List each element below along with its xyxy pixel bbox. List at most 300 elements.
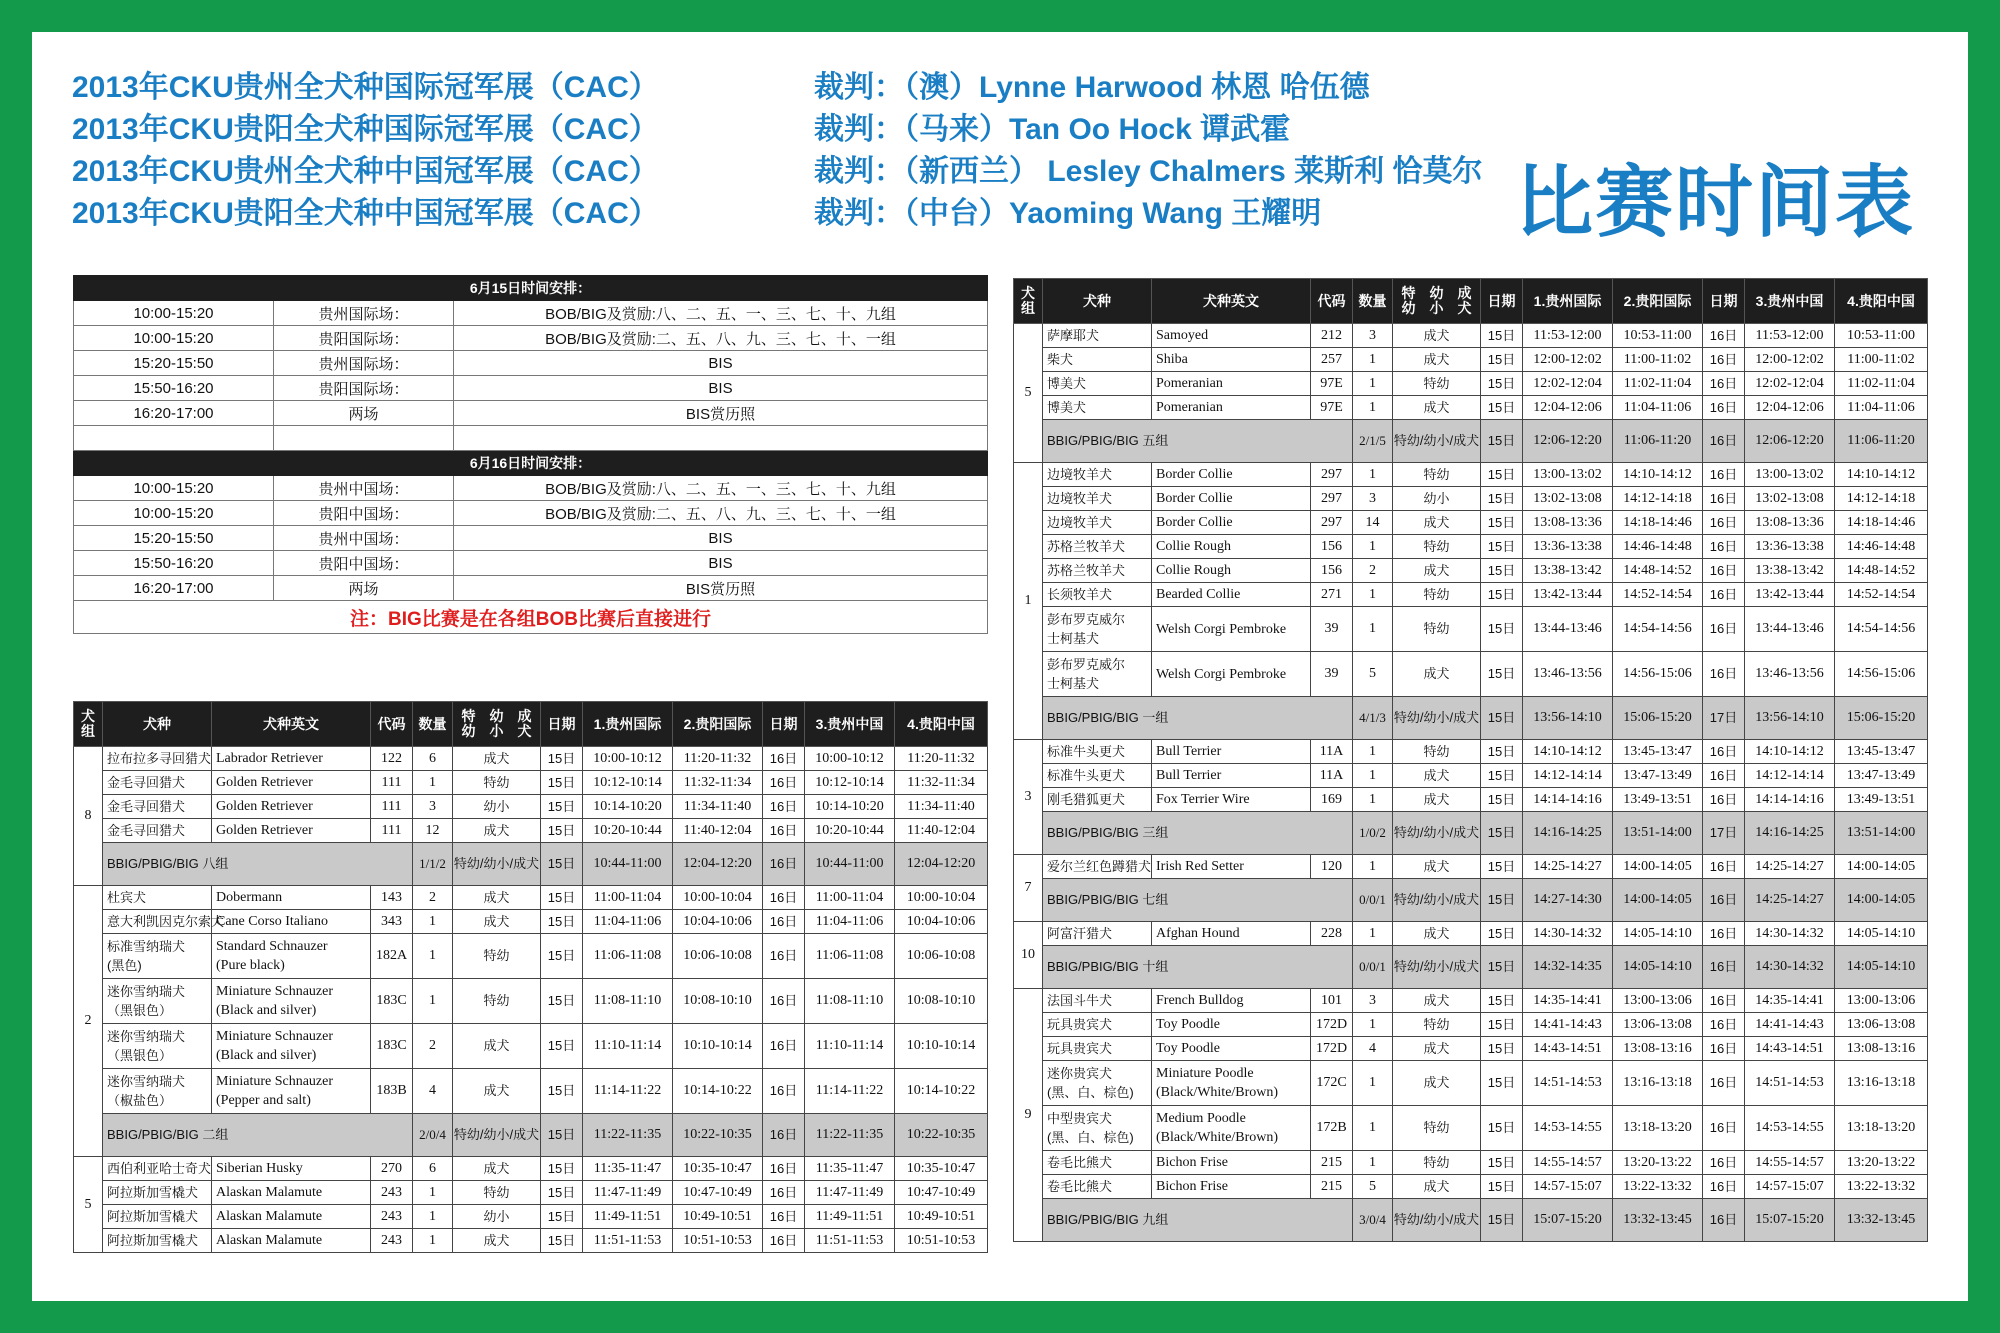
- breed-cn: [1043, 922, 1152, 946]
- group-summary-row: [1014, 697, 1928, 740]
- schedule-row: [74, 501, 988, 526]
- group-number: 9: [1014, 989, 1043, 1242]
- breed-cn-line: 阿拉斯加雪橇犬: [107, 1208, 199, 1224]
- summary-time-guizhou-cn: 10:44-11:00: [805, 843, 895, 886]
- judge-line: 裁判：（马来）Tan Oo Hock 谭武霍: [814, 113, 1291, 146]
- breed-cn-line: 玩具贵宾犬: [1047, 1016, 1113, 1032]
- entry-class: 成犬: [1393, 788, 1481, 812]
- breed-code: 111: [371, 795, 413, 819]
- breed-row: [1014, 1106, 1928, 1151]
- summary-time-guiyang-intl: 11:06-11:20: [1613, 420, 1703, 463]
- breed-cn: [103, 1024, 212, 1069]
- time-guiyang-intl: 14:05-14:10: [1613, 922, 1703, 946]
- schedule-time: 16:20-17:00: [74, 401, 274, 426]
- date-day-2: 16日: [1703, 1106, 1745, 1151]
- breed-cn-line: 苏格兰牧羊犬: [1047, 562, 1126, 578]
- breed-cn-line: 法国斗牛犬: [1047, 992, 1113, 1008]
- time-guiyang-intl: 10:06-10:08: [673, 934, 763, 979]
- date-day-1: 15日: [1481, 511, 1523, 535]
- schedule-day-title: 6月16日时间安排：: [74, 451, 988, 476]
- entry-count: 6: [413, 747, 453, 771]
- breed-code: 111: [371, 771, 413, 795]
- entry-count: 1: [1353, 1061, 1393, 1106]
- date-day-1: 15日: [541, 819, 583, 843]
- breed-code: 243: [371, 1181, 413, 1205]
- entry-class: 成犬: [1393, 511, 1481, 535]
- breed-cn: [1043, 463, 1152, 487]
- breed-cn: [1043, 583, 1152, 607]
- time-guiyang-intl: 13:45-13:47: [1613, 740, 1703, 764]
- summary-time-guizhou-intl: 11:22-11:35: [583, 1114, 673, 1157]
- breed-en-line: Bichon Frise: [1156, 1178, 1228, 1194]
- summary-date-2: 17日: [1703, 812, 1745, 855]
- time-guiyang-cn: 10:35-10:47: [895, 1157, 988, 1181]
- entry-class: 成犬: [453, 819, 541, 843]
- breed-cn: [103, 1229, 212, 1253]
- breed-en-line: Alaskan Malamute: [216, 1232, 323, 1248]
- col-code: 代码: [1311, 279, 1353, 324]
- time-guizhou-cn: 11:51-11:53: [805, 1229, 895, 1253]
- date-day-2: 16日: [1703, 740, 1745, 764]
- time-guiyang-intl: 14:56-15:06: [1613, 652, 1703, 697]
- breed-cn-line: 苏格兰牧羊犬: [1047, 538, 1126, 554]
- time-guizhou-intl: 14:12-14:14: [1523, 764, 1613, 788]
- schedule-venue: 贵阳中国场：: [274, 551, 454, 576]
- time-guizhou-cn: 13:42-13:44: [1745, 583, 1835, 607]
- breed-row: [74, 1157, 988, 1181]
- entry-class: 成犬: [1393, 396, 1481, 420]
- breed-cn: [1043, 487, 1152, 511]
- summary-count: 3/0/4: [1353, 1199, 1393, 1242]
- date-day-1: 15日: [1481, 788, 1523, 812]
- breed-row: [74, 771, 988, 795]
- date-day-1: 15日: [541, 747, 583, 771]
- summary-time-guizhou-intl: 14:16-14:25: [1523, 812, 1613, 855]
- breed-cn-line: 杜宾犬: [107, 889, 147, 905]
- schedule-row: [74, 351, 988, 376]
- date-day-1: 15日: [1481, 1106, 1523, 1151]
- date-day-1: 15日: [1481, 396, 1523, 420]
- breed-cn-line: （椒盐色）: [107, 1093, 173, 1108]
- breed-en: [212, 1181, 371, 1205]
- col-breed-en: 犬种英文: [1152, 279, 1311, 324]
- summary-time-guiyang-intl: 12:04-12:20: [673, 843, 763, 886]
- breed-code: 297: [1311, 487, 1353, 511]
- date-day-1: 15日: [1481, 989, 1523, 1013]
- breed-cn: [1043, 764, 1152, 788]
- breed-cn-line: 阿富汗猎犬: [1047, 925, 1113, 941]
- breed-code: 243: [371, 1229, 413, 1253]
- schedule-venue: 两场: [274, 576, 454, 601]
- entry-count: 2: [413, 886, 453, 910]
- breed-cn-line: 卷毛比熊犬: [1047, 1178, 1113, 1194]
- breed-en: [212, 910, 371, 934]
- summary-time-guiyang-cn: 12:04-12:20: [895, 843, 988, 886]
- time-guiyang-intl: 11:04-11:06: [1613, 396, 1703, 420]
- time-guizhou-cn: 14:41-14:43: [1745, 1013, 1835, 1037]
- time-guiyang-cn: 14:12-14:18: [1835, 487, 1928, 511]
- group-summary-row: [1014, 812, 1928, 855]
- date-day-2: 16日: [763, 795, 805, 819]
- schedule-row: [74, 526, 988, 551]
- col-group: [74, 702, 103, 747]
- col-date-2: 日期: [763, 702, 805, 747]
- breed-en: [1152, 348, 1311, 372]
- breed-row: [74, 1229, 988, 1253]
- breed-row: [1014, 372, 1928, 396]
- breed-row: [1014, 511, 1928, 535]
- time-guiyang-intl: 13:47-13:49: [1613, 764, 1703, 788]
- time-guiyang-intl: 10:47-10:49: [673, 1181, 763, 1205]
- breed-en-line: Welsh Corgi Pembroke: [1156, 621, 1287, 637]
- time-guiyang-cn: 13:22-13:32: [1835, 1175, 1928, 1199]
- breed-cn: [1043, 1013, 1152, 1037]
- entry-class: 特幼: [1393, 583, 1481, 607]
- breed-code: 97E: [1311, 372, 1353, 396]
- date-day-1: 15日: [541, 1205, 583, 1229]
- date-day-1: 15日: [541, 886, 583, 910]
- schedule-venue: 贵州中国场：: [274, 526, 454, 551]
- breed-en-line: Bull Terrier: [1156, 767, 1222, 783]
- entry-class: 成犬: [1393, 324, 1481, 348]
- date-day-1: 15日: [541, 1229, 583, 1253]
- breed-en-line: Miniature Schnauzer: [216, 1029, 334, 1044]
- date-day-1: 15日: [541, 1181, 583, 1205]
- breed-cn-line: 士柯基犬: [1047, 676, 1100, 691]
- breed-cn-line: 边境牧羊犬: [1047, 466, 1113, 482]
- breed-cn-line: 玩具贵宾犬: [1047, 1040, 1113, 1056]
- date-day-2: 16日: [763, 771, 805, 795]
- time-guiyang-intl: 14:48-14:52: [1613, 559, 1703, 583]
- breed-en: [212, 1205, 371, 1229]
- schedule-event: [454, 426, 988, 451]
- time-guizhou-intl: 13:36-13:38: [1523, 535, 1613, 559]
- time-guiyang-intl: 10:51-10:53: [673, 1229, 763, 1253]
- breed-en-line: (Black/White/Brown): [1156, 1130, 1279, 1145]
- summary-date-1: 15日: [1481, 812, 1523, 855]
- breed-en: [1152, 1037, 1311, 1061]
- entry-class: 特幼: [1393, 372, 1481, 396]
- breed-cn-line: 迷你雪纳瑞犬: [107, 984, 186, 999]
- date-day-2: 16日: [1703, 396, 1745, 420]
- col-class-label: [511, 709, 539, 739]
- summary-time-guizhou-cn: 14:25-14:27: [1745, 879, 1835, 922]
- time-guizhou-cn: 14:55-14:57: [1745, 1151, 1835, 1175]
- time-guiyang-cn: 14:05-14:10: [1835, 922, 1928, 946]
- summary-class: 特幼/幼小/成犬: [1393, 879, 1481, 922]
- date-day-2: 16日: [1703, 922, 1745, 946]
- breed-en-line: French Bulldog: [1156, 992, 1244, 1008]
- schedule-event: BOB/BIG及赏励:二、五、八、九、三、七、十、一组: [454, 501, 988, 526]
- schedule-row: [74, 426, 988, 451]
- breed-cn-line: 长须牧羊犬: [1047, 586, 1113, 602]
- entry-class: 特幼: [1393, 1013, 1481, 1037]
- summary-count: 0/0/1: [1353, 946, 1393, 989]
- entry-count: 1: [1353, 463, 1393, 487]
- time-guizhou-cn: 14:30-14:32: [1745, 922, 1835, 946]
- summary-label: BBIG/PBIG/BIG 九组: [1043, 1199, 1353, 1242]
- time-guiyang-cn: 13:47-13:49: [1835, 764, 1928, 788]
- breed-cn: [1043, 559, 1152, 583]
- col-class-line: 幼: [461, 723, 476, 739]
- entry-count: 3: [1353, 324, 1393, 348]
- breed-cn: [103, 795, 212, 819]
- time-guiyang-cn: 14:46-14:48: [1835, 535, 1928, 559]
- breed-en-line: Medium Poodle: [1156, 1111, 1246, 1126]
- date-day-1: 15日: [1481, 348, 1523, 372]
- col-breed-cn: 犬种: [1043, 279, 1152, 324]
- breed-code: 156: [1311, 535, 1353, 559]
- breed-en: [1152, 1013, 1311, 1037]
- entry-count: 1: [1353, 1106, 1393, 1151]
- group-summary-row: [74, 843, 988, 886]
- time-guizhou-cn: 14:43-14:51: [1745, 1037, 1835, 1061]
- entry-class: 成犬: [1393, 922, 1481, 946]
- date-day-2: 16日: [1703, 463, 1745, 487]
- date-day-2: 16日: [1703, 583, 1745, 607]
- breed-code: 101: [1311, 989, 1353, 1013]
- entry-count: 1: [1353, 348, 1393, 372]
- breed-code: 270: [371, 1157, 413, 1181]
- breed-en-line: Toy Poodle: [1156, 1016, 1220, 1032]
- breed-code: 169: [1311, 788, 1353, 812]
- time-guizhou-intl: 14:51-14:53: [1523, 1061, 1613, 1106]
- summary-time-guiyang-intl: 14:05-14:10: [1613, 946, 1703, 989]
- entry-class: 成犬: [453, 910, 541, 934]
- date-day-1: 15日: [1481, 764, 1523, 788]
- breed-code: 11A: [1311, 740, 1353, 764]
- breed-cn-line: 卷毛比熊犬: [1047, 1154, 1113, 1170]
- breed-en-line: Irish Red Setter: [1156, 858, 1244, 874]
- date-day-1: 15日: [541, 934, 583, 979]
- time-guizhou-cn: 13:08-13:36: [1745, 511, 1835, 535]
- breed-cn: [1043, 324, 1152, 348]
- entry-class: 成犬: [453, 1069, 541, 1114]
- breed-code: 182A: [371, 934, 413, 979]
- breed-en-line: (Pure black): [216, 958, 285, 973]
- schedule-venue: [274, 426, 454, 451]
- event-title: 2013年CKU贵州全犬种国际冠军展（CAC）: [72, 71, 659, 104]
- time-guiyang-intl: 11:40-12:04: [673, 819, 763, 843]
- breed-en: [212, 1069, 371, 1114]
- time-guizhou-cn: 12:00-12:02: [1745, 348, 1835, 372]
- breed-cn-line: （黑银色）: [107, 1048, 173, 1063]
- time-guiyang-cn: 13:08-13:16: [1835, 1037, 1928, 1061]
- date-day-2: 16日: [1703, 764, 1745, 788]
- breed-en: [1152, 740, 1311, 764]
- time-guizhou-cn: 14:51-14:53: [1745, 1061, 1835, 1106]
- breed-cn: [1043, 535, 1152, 559]
- breed-cn: [103, 979, 212, 1024]
- summary-date-1: 15日: [541, 1114, 583, 1157]
- time-guiyang-cn: 10:51-10:53: [895, 1229, 988, 1253]
- summary-time-guiyang-intl: 10:22-10:35: [673, 1114, 763, 1157]
- summary-time-guiyang-cn: 11:06-11:20: [1835, 420, 1928, 463]
- group-summary-row: [1014, 879, 1928, 922]
- group-number: 5: [1014, 324, 1043, 463]
- col-breed-cn: 犬种: [103, 702, 212, 747]
- entry-count: 14: [1353, 511, 1393, 535]
- breed-cn-line: 金毛寻回猎犬: [107, 822, 186, 838]
- date-day-1: 15日: [541, 910, 583, 934]
- time-guizhou-intl: 11:53-12:00: [1523, 324, 1613, 348]
- breed-cn: [1043, 989, 1152, 1013]
- group-number: 2: [74, 886, 103, 1157]
- breed-row: [74, 747, 988, 771]
- breed-en: [1152, 487, 1311, 511]
- summary-count: 1/0/2: [1353, 812, 1393, 855]
- breed-en-line: Miniature Schnauzer: [216, 1074, 334, 1089]
- breed-en-line: Toy Poodle: [1156, 1040, 1220, 1056]
- breed-en-line: Golden Retriever: [216, 822, 313, 838]
- breed-en: [1152, 372, 1311, 396]
- time-guiyang-cn: 13:18-13:20: [1835, 1106, 1928, 1151]
- entry-class: 成犬: [1393, 989, 1481, 1013]
- time-guizhou-intl: 14:53-14:55: [1523, 1106, 1613, 1151]
- group-number: 10: [1014, 922, 1043, 989]
- summary-date-1: 15日: [1481, 1199, 1523, 1242]
- time-guizhou-cn: 10:12-10:14: [805, 771, 895, 795]
- col-group-line: 犬: [81, 708, 95, 724]
- time-guizhou-intl: 10:20-10:44: [583, 819, 673, 843]
- date-day-2: 16日: [1703, 788, 1745, 812]
- judge-line: 裁判：（澳）Lynne Harwood 林恩 哈伍德: [814, 71, 1370, 104]
- time-guiyang-intl: 14:46-14:48: [1613, 535, 1703, 559]
- date-day-2: 16日: [1703, 324, 1745, 348]
- breed-en-line: Miniature Poodle: [1156, 1066, 1254, 1081]
- summary-time-guizhou-cn: 11:22-11:35: [805, 1114, 895, 1157]
- date-day-2: 16日: [1703, 487, 1745, 511]
- breed-code: 39: [1311, 652, 1353, 697]
- entry-class: 成犬: [1393, 1037, 1481, 1061]
- entry-count: 1: [413, 934, 453, 979]
- breed-row: [74, 979, 988, 1024]
- entry-class: 特幼: [453, 934, 541, 979]
- col-code: 代码: [371, 702, 413, 747]
- summary-class: 特幼/幼小/成犬: [1393, 420, 1481, 463]
- summary-time-guiyang-cn: 13:51-14:00: [1835, 812, 1928, 855]
- date-day-2: 16日: [763, 934, 805, 979]
- col-group: [1014, 279, 1043, 324]
- col-class: [1393, 279, 1481, 324]
- breed-en: [1152, 324, 1311, 348]
- breed-cn: [1043, 652, 1152, 697]
- time-guiyang-cn: 10:47-10:49: [895, 1181, 988, 1205]
- summary-label: BBIG/PBIG/BIG 八组: [103, 843, 413, 886]
- breed-en: [1152, 1151, 1311, 1175]
- time-guiyang-intl: 14:54-14:56: [1613, 607, 1703, 652]
- breed-cn-line: (黑、白、棕色): [1047, 1130, 1134, 1145]
- breed-row: [74, 910, 988, 934]
- time-guizhou-intl: 14:35-14:41: [1523, 989, 1613, 1013]
- breed-en: [1152, 511, 1311, 535]
- summary-date-2: 16日: [1703, 946, 1745, 989]
- summary-date-2: 16日: [1703, 879, 1745, 922]
- time-guiyang-intl: 11:02-11:04: [1613, 372, 1703, 396]
- group-number: 3: [1014, 740, 1043, 855]
- breed-cn-line: 彭布罗克威尔: [1047, 657, 1126, 672]
- date-day-1: 15日: [1481, 652, 1523, 697]
- breed-cn-line: (黑色): [107, 958, 142, 973]
- time-guizhou-intl: 11:51-11:53: [583, 1229, 673, 1253]
- breed-code: 172D: [1311, 1037, 1353, 1061]
- time-guiyang-intl: 10:10-10:14: [673, 1024, 763, 1069]
- judge-line: 裁判：（新西兰） Lesley Chalmers 莱斯利 恰莫尔: [814, 155, 1483, 188]
- breed-en-line: Alaskan Malamute: [216, 1208, 323, 1224]
- breed-en-line: Samoyed: [1156, 327, 1209, 343]
- group-summary-row: [1014, 420, 1928, 463]
- col-class-line: 特: [1401, 285, 1416, 301]
- time-guizhou-intl: 14:41-14:43: [1523, 1013, 1613, 1037]
- date-day-2: 16日: [1703, 1037, 1745, 1061]
- entry-count: 1: [1353, 372, 1393, 396]
- breed-cn: [1043, 855, 1152, 879]
- summary-label: BBIG/PBIG/BIG 十组: [1043, 946, 1353, 989]
- breed-row: [1014, 607, 1928, 652]
- time-guiyang-cn: 13:00-13:06: [1835, 989, 1928, 1013]
- date-day-2: 16日: [1703, 535, 1745, 559]
- time-guiyang-cn: 11:00-11:02: [1835, 348, 1928, 372]
- breed-cn-line: 刚毛猎狐更犬: [1047, 791, 1126, 807]
- time-guiyang-intl: 14:00-14:05: [1613, 855, 1703, 879]
- entry-class: 特幼: [1393, 1151, 1481, 1175]
- summary-date-1: 15日: [541, 843, 583, 886]
- schedule-day-title: 6月15日时间安排：: [74, 276, 988, 301]
- schedule-event: BOB/BIG及赏励:八、二、五、一、三、七、十、九组: [454, 476, 988, 501]
- schedule-venue: 贵阳国际场：: [274, 376, 454, 401]
- time-guiyang-intl: 13:16-13:18: [1613, 1061, 1703, 1106]
- time-guiyang-intl: 13:20-13:22: [1613, 1151, 1703, 1175]
- col-class-label: [1451, 286, 1479, 316]
- col-class-label: [483, 709, 511, 739]
- schedule-venue: 贵阳中国场：: [274, 501, 454, 526]
- schedule-venue: 贵州国际场：: [274, 301, 454, 326]
- entry-count: 2: [413, 1024, 453, 1069]
- schedule-time: 15:20-15:50: [74, 526, 274, 551]
- time-guizhou-cn: 14:53-14:55: [1745, 1106, 1835, 1151]
- col-class-line: 犬: [1457, 300, 1472, 316]
- date-day-1: 15日: [1481, 487, 1523, 511]
- summary-time-guiyang-cn: 10:22-10:35: [895, 1114, 988, 1157]
- time-guizhou-intl: 10:12-10:14: [583, 771, 673, 795]
- breed-row: [1014, 559, 1928, 583]
- breed-en: [212, 886, 371, 910]
- time-guizhou-intl: 14:30-14:32: [1523, 922, 1613, 946]
- entry-count: 3: [413, 795, 453, 819]
- breed-code: 143: [371, 886, 413, 910]
- time-guizhou-cn: 14:35-14:41: [1745, 989, 1835, 1013]
- entry-class: 成犬: [453, 747, 541, 771]
- schedule-time: [74, 426, 274, 451]
- event-title: 2013年CKU贵阳全犬种国际冠军展（CAC）: [72, 113, 659, 146]
- summary-date-1: 15日: [1481, 879, 1523, 922]
- time-guiyang-cn: 11:40-12:04: [895, 819, 988, 843]
- date-day-1: 15日: [1481, 559, 1523, 583]
- breed-code: 183C: [371, 979, 413, 1024]
- col-class-line: 成: [1457, 285, 1472, 301]
- breed-code: 215: [1311, 1151, 1353, 1175]
- breed-row: [74, 1205, 988, 1229]
- col-date-2: 日期: [1703, 279, 1745, 324]
- col-class-line: 犬: [517, 723, 532, 739]
- time-guiyang-intl: 13:08-13:16: [1613, 1037, 1703, 1061]
- date-day-1: 15日: [541, 1024, 583, 1069]
- breed-en-line: Welsh Corgi Pembroke: [1156, 666, 1287, 682]
- time-guiyang-intl: 10:14-10:22: [673, 1069, 763, 1114]
- time-guiyang-intl: 13:18-13:20: [1613, 1106, 1703, 1151]
- entry-count: 1: [1353, 607, 1393, 652]
- summary-class: 特幼/幼小/成犬: [1393, 812, 1481, 855]
